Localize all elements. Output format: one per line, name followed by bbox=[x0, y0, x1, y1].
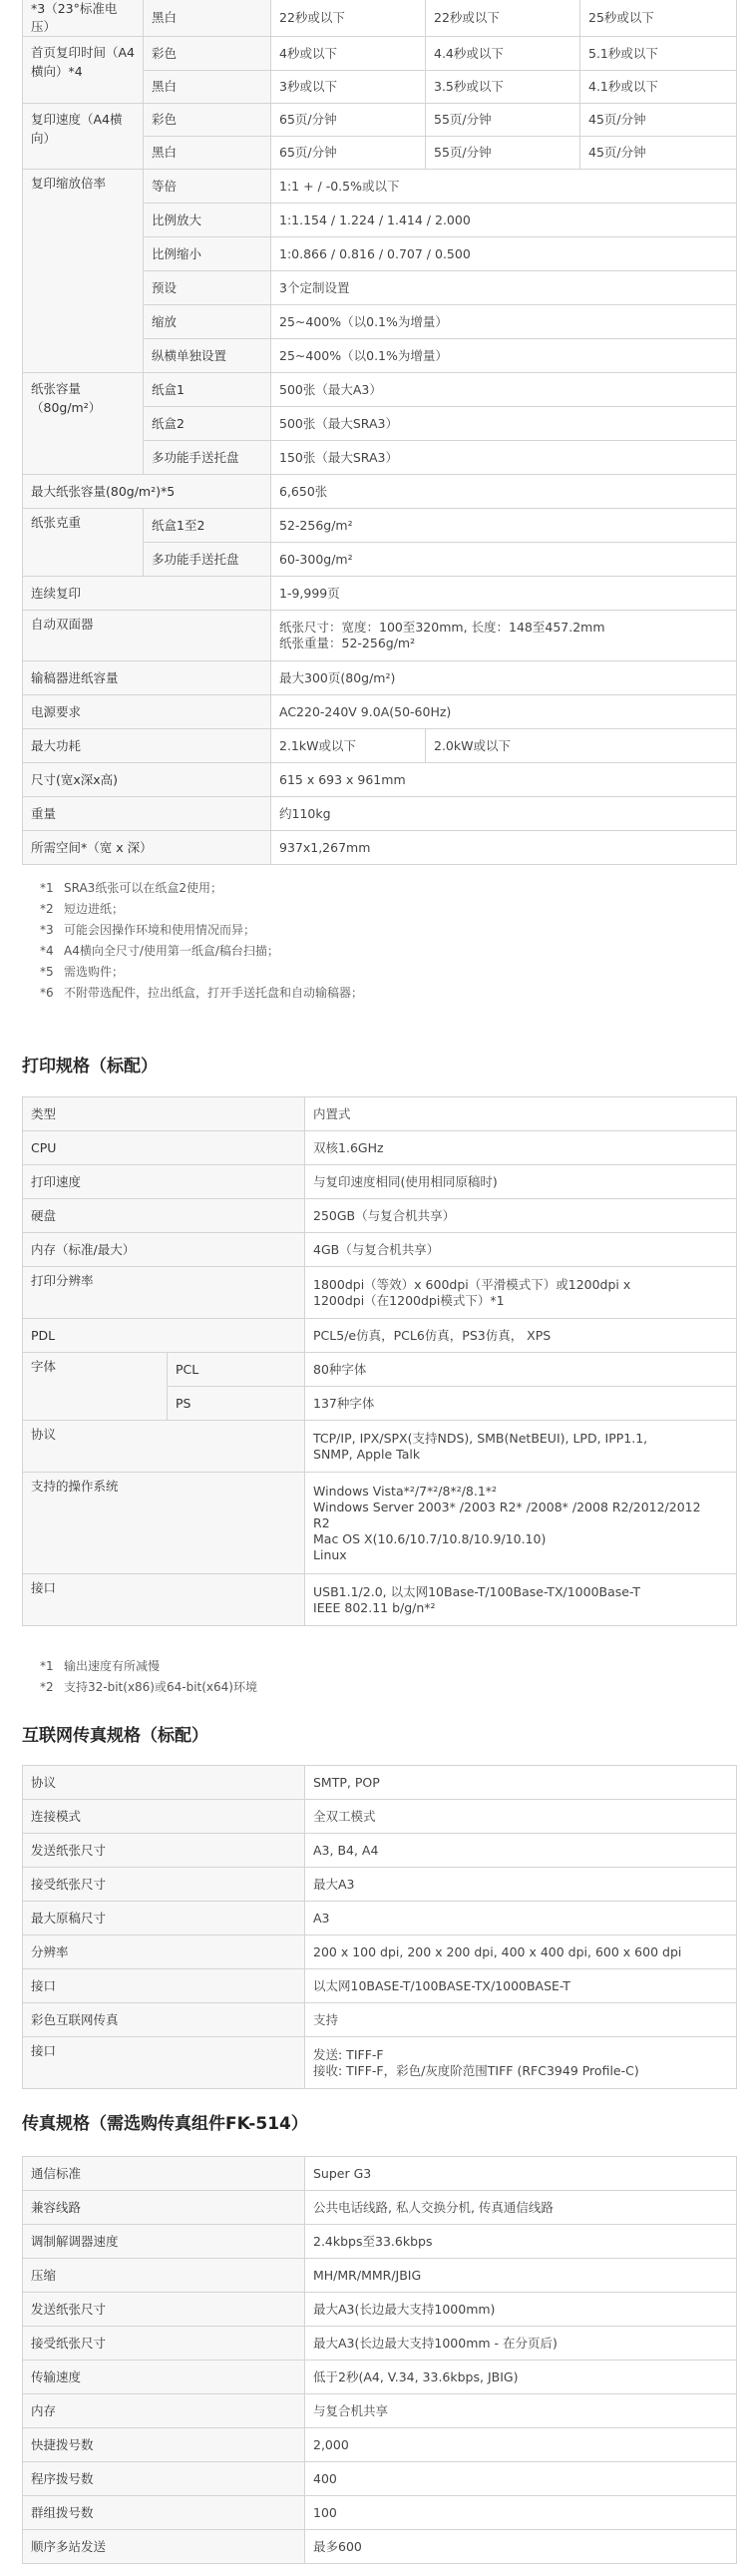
row-sublabel: 黑白 bbox=[144, 71, 271, 104]
row-label: CPU bbox=[23, 1131, 305, 1165]
cell: 80种字体 bbox=[305, 1353, 737, 1387]
table-row bbox=[23, 509, 737, 543]
cell: 137种字体 bbox=[305, 1387, 737, 1421]
row-label: 硬盘 bbox=[23, 1199, 305, 1233]
row-label: 分辨率 bbox=[23, 1935, 305, 1969]
row-label: 字体 bbox=[23, 1353, 168, 1421]
cell: 全双工模式 bbox=[305, 1800, 737, 1834]
cell: 3个定制设置 bbox=[271, 271, 737, 305]
table-row bbox=[23, 797, 737, 831]
cell: 65页/分钟 bbox=[271, 104, 426, 137]
cell: 3.5秒或以下 bbox=[426, 71, 580, 104]
row-sublabel: 黑白 bbox=[144, 0, 271, 37]
table-row bbox=[23, 2037, 737, 2089]
ifax-spec-table bbox=[22, 1765, 737, 2089]
table-row bbox=[23, 2225, 737, 2259]
section-title-ifax: 互联网传真规格（标配） bbox=[22, 1726, 208, 1746]
table-row bbox=[23, 37, 737, 71]
cell: 55页/分钟 bbox=[426, 104, 580, 137]
table-row bbox=[23, 2361, 737, 2394]
footnote: *1 SRA3纸张可以在纸盒2使用； bbox=[40, 881, 222, 895]
table-row bbox=[23, 1935, 737, 1969]
table-row bbox=[23, 1233, 737, 1267]
table-row bbox=[23, 831, 737, 865]
table-row bbox=[23, 1800, 737, 1834]
row-label: 协议 bbox=[23, 1766, 305, 1800]
table-row bbox=[23, 2394, 737, 2428]
row-label: 顺序多站发送 bbox=[23, 2530, 305, 2564]
row-sublabel: 预设 bbox=[144, 271, 271, 305]
ifax-interface-line-1: 发送: TIFF-F bbox=[313, 2046, 384, 2062]
row-label: 最大原稿尺寸 bbox=[23, 1902, 305, 1935]
cell: 1-9,999页 bbox=[271, 577, 737, 611]
row-label: 内存 bbox=[23, 2394, 305, 2428]
footnote: *1 输出速度有所减慢 bbox=[40, 1659, 161, 1673]
table-row bbox=[23, 373, 737, 407]
print-footnotes bbox=[40, 1656, 257, 1698]
table-row bbox=[23, 2003, 737, 2037]
cell: 公共电话线路, 私人交换分机, 传真通信线路 bbox=[305, 2191, 737, 2225]
protocol-line-2: SNMP, Apple Talk bbox=[313, 1446, 421, 1462]
table-row bbox=[23, 1199, 737, 1233]
cell bbox=[305, 1267, 737, 1319]
footnote: *5 需选购件； bbox=[40, 965, 125, 979]
row-sublabel: 黑白 bbox=[144, 137, 271, 170]
table-row bbox=[23, 661, 737, 695]
first-copy-label: 首页复印时间（A4横向）*4 bbox=[31, 45, 136, 79]
os-line: Linux bbox=[313, 1546, 347, 1562]
cell: 400 bbox=[305, 2462, 737, 2496]
table-row bbox=[23, 1319, 737, 1353]
row-label: 打印分辨率 bbox=[23, 1267, 305, 1319]
cell: 双核1.6GHz bbox=[305, 1131, 737, 1165]
cell: 以太网10BASE-T/100BASE-TX/1000BASE-T bbox=[305, 1969, 737, 2003]
table-row bbox=[23, 729, 737, 763]
section-title-print: 打印规格（标配） bbox=[22, 1057, 158, 1076]
table-row bbox=[23, 1473, 737, 1574]
cell: 150张（最大SRA3） bbox=[271, 441, 737, 475]
cell: 最大A3 bbox=[305, 1868, 737, 1902]
cell: 最大300页(80g/m²) bbox=[271, 661, 737, 695]
os-line: R2 bbox=[313, 1514, 330, 1530]
cell: 最多600 bbox=[305, 2530, 737, 2564]
footnote: *6 不附带选配件，拉出纸盒，打开手送托盘和自动输稿器； bbox=[40, 986, 364, 1000]
cell: 最大A3(长边最大支持1000mm) bbox=[305, 2293, 737, 2327]
interface-line-1: USB1.1/2.0, 以太网10Base-T/100Base-TX/1000Base-T bbox=[313, 1583, 640, 1599]
table-row bbox=[23, 104, 737, 137]
cell: 45页/分钟 bbox=[580, 137, 737, 170]
table-row bbox=[23, 2191, 737, 2225]
cell: 500张（最大A3） bbox=[271, 373, 737, 407]
cell: 3秒或以下 bbox=[271, 71, 426, 104]
row-label: 通信标准 bbox=[23, 2157, 305, 2191]
cell: 100 bbox=[305, 2496, 737, 2530]
row-label: 纸张容量（80g/m²） bbox=[23, 373, 144, 475]
cell: 22秒或以下 bbox=[426, 0, 580, 37]
row-label: 兼容线路 bbox=[23, 2191, 305, 2225]
cell: 与复合机共享 bbox=[305, 2394, 737, 2428]
row-label: *3（23°标准电压） bbox=[23, 0, 144, 37]
cell: 55页/分钟 bbox=[426, 137, 580, 170]
cell: 25~400%（以0.1%为增量） bbox=[271, 339, 737, 373]
fax-spec-table bbox=[22, 2156, 737, 2564]
row-label: 电源要求 bbox=[23, 695, 271, 729]
table-row bbox=[23, 1574, 737, 1626]
cell: 1:0.866 / 0.816 / 0.707 / 0.500 bbox=[271, 237, 737, 271]
row-sublabel: 多功能手送托盘 bbox=[144, 441, 271, 475]
footnote: *2 支持32-bit(x86)或64-bit(x64)环境 bbox=[40, 1680, 257, 1694]
table-row bbox=[23, 577, 737, 611]
row-sublabel: 比例放大 bbox=[144, 204, 271, 237]
row-label: 群组拨号数 bbox=[23, 2496, 305, 2530]
cell: 6,650张 bbox=[271, 475, 737, 509]
row-label: 类型 bbox=[23, 1097, 305, 1131]
table-row bbox=[23, 1766, 737, 1800]
table-row bbox=[23, 611, 737, 661]
row-sublabel: 多功能手送托盘 bbox=[144, 543, 271, 577]
cell: 2.4kbps至33.6kbps bbox=[305, 2225, 737, 2259]
row-label: 复印速度（A4横向） bbox=[23, 104, 144, 170]
cell: 52-256g/m² bbox=[271, 509, 737, 543]
cell: A3 bbox=[305, 1902, 737, 1935]
row-label: 发送纸张尺寸 bbox=[23, 1834, 305, 1868]
cell: 45页/分钟 bbox=[580, 104, 737, 137]
row-label: 接受纸张尺寸 bbox=[23, 1868, 305, 1902]
row-label: 压缩 bbox=[23, 2259, 305, 2293]
cell: AC220-240V 9.0A(50-60Hz) bbox=[271, 695, 737, 729]
cell: 1:1.154 / 1.224 / 1.414 / 2.000 bbox=[271, 204, 737, 237]
cell: 22秒或以下 bbox=[271, 0, 426, 37]
table-row bbox=[23, 475, 737, 509]
cell: 25秒或以下 bbox=[580, 0, 737, 37]
row-label: 接口 bbox=[23, 2037, 305, 2089]
table-row bbox=[23, 763, 737, 797]
row-label: 接口 bbox=[23, 1969, 305, 2003]
table-row bbox=[23, 1969, 737, 2003]
table-row bbox=[23, 2462, 737, 2496]
table-row bbox=[23, 1834, 737, 1868]
cell: MH/MR/MMR/JBIG bbox=[305, 2259, 737, 2293]
row-label: 内存（标准/最大） bbox=[23, 1233, 305, 1267]
row-sublabel: 纸盒2 bbox=[144, 407, 271, 441]
table-row bbox=[23, 1165, 737, 1199]
table-row bbox=[23, 170, 737, 204]
row-label: 发送纸张尺寸 bbox=[23, 2293, 305, 2327]
cell: 最大A3(长边最大支持1000mm - 在分页后) bbox=[305, 2327, 737, 2361]
table-row bbox=[23, 1097, 737, 1131]
duplex-line-2: 纸张重量：52-256g/m² bbox=[279, 636, 416, 650]
row-label: 纸张克重 bbox=[23, 509, 144, 577]
cell: 4GB（与复合机共享） bbox=[305, 1233, 737, 1267]
protocol-line-1: TCP/IP, IPX/SPX(支持NDS), SMB(NetBEUI), LPD, IPP1.1, bbox=[313, 1430, 648, 1446]
cell: 250GB（与复合机共享） bbox=[305, 1199, 737, 1233]
table-row bbox=[23, 2530, 737, 2564]
row-sublabel: 彩色 bbox=[144, 104, 271, 137]
print-spec-table bbox=[22, 1096, 737, 1626]
resolution-line-1: 1800dpi（等效）x 600dpi（平滑模式下）或1200dpi x bbox=[313, 1276, 631, 1292]
footnote: *2 短边进纸； bbox=[40, 902, 125, 916]
table-row bbox=[23, 0, 737, 37]
os-line: Windows Server 2003* /2003 R2* /2008* /2008 R2/2012/2012 bbox=[313, 1499, 701, 1514]
table-row bbox=[23, 1267, 737, 1319]
cell: 65页/分钟 bbox=[271, 137, 426, 170]
duplex-line-1: 纸张尺寸：宽度：100至320mm, 长度：148至457.2mm bbox=[279, 620, 605, 635]
table-row bbox=[23, 1353, 737, 1387]
cell: 4.4秒或以下 bbox=[426, 37, 580, 71]
resolution-line-2: 1200dpi（在1200dpi模式下）*1 bbox=[313, 1292, 505, 1308]
row-label: 自动双面器 bbox=[23, 611, 271, 661]
row-sublabel: PS bbox=[168, 1387, 305, 1421]
row-label: 支持的操作系统 bbox=[23, 1473, 305, 1574]
cell bbox=[305, 2037, 737, 2089]
row-label: 接受纸张尺寸 bbox=[23, 2327, 305, 2361]
table-row bbox=[23, 2496, 737, 2530]
row-label: 打印速度 bbox=[23, 1165, 305, 1199]
copy-spec-table bbox=[22, 0, 737, 865]
row-label: 输稿器进纸容量 bbox=[23, 661, 271, 695]
table-row bbox=[23, 1421, 737, 1473]
cell: 2,000 bbox=[305, 2428, 737, 2462]
row-sublabel: 纸盒1 bbox=[144, 373, 271, 407]
row-label: 连续复印 bbox=[23, 577, 271, 611]
cell: 25~400%（以0.1%为增量） bbox=[271, 305, 737, 339]
section-title-fax: 传真规格（需选购传真组件FK-514） bbox=[22, 2114, 308, 2134]
cell bbox=[305, 1473, 737, 1574]
table-row bbox=[23, 1868, 737, 1902]
table-row bbox=[23, 2327, 737, 2361]
table-row bbox=[23, 2428, 737, 2462]
table-row bbox=[23, 1131, 737, 1165]
cell: 200 x 100 dpi, 200 x 200 dpi, 400 x 400 dpi, 600 x 600 dpi bbox=[305, 1935, 737, 1969]
footnote: *3 可能会因操作环境和使用情况而异； bbox=[40, 923, 256, 937]
cell: 约110kg bbox=[271, 797, 737, 831]
row-label: 最大功耗 bbox=[23, 729, 271, 763]
table-row bbox=[23, 2157, 737, 2191]
row-label: 所需空间*（宽 x 深） bbox=[23, 831, 271, 865]
copy-footnotes bbox=[40, 878, 363, 1004]
cell: 5.1秒或以下 bbox=[580, 37, 737, 71]
row-label: 接口 bbox=[23, 1574, 305, 1626]
row-label: PDL bbox=[23, 1319, 305, 1353]
row-label: 调制解调器速度 bbox=[23, 2225, 305, 2259]
row-label: 连接模式 bbox=[23, 1800, 305, 1834]
row-sublabel: 纸盒1至2 bbox=[144, 509, 271, 543]
row-sublabel: PCL bbox=[168, 1353, 305, 1387]
row-sublabel: 纵横单独设置 bbox=[144, 339, 271, 373]
row-label: 快捷拨号数 bbox=[23, 2428, 305, 2462]
footnote: *4 A4横向全尺寸/使用第一纸盒/稿台扫描； bbox=[40, 944, 279, 958]
cell: 615 x 693 x 961mm bbox=[271, 763, 737, 797]
cell: 2.1kW或以下 bbox=[271, 729, 426, 763]
interface-line-2: IEEE 802.11 b/g/n*² bbox=[313, 1599, 436, 1615]
cell: PCL5/e仿真，PCL6仿真，PS3仿真， XPS bbox=[305, 1319, 737, 1353]
table-row bbox=[23, 2293, 737, 2327]
os-line: Mac OS X(10.6/10.7/10.8/10.9/10.10) bbox=[313, 1530, 547, 1546]
cell: Super G3 bbox=[305, 2157, 737, 2191]
row-label: 复印缩放倍率 bbox=[23, 170, 144, 373]
cell bbox=[271, 611, 737, 661]
cell: 内置式 bbox=[305, 1097, 737, 1131]
cell: SMTP, POP bbox=[305, 1766, 737, 1800]
table-row bbox=[23, 1902, 737, 1935]
row-label: 最大纸张容量(80g/m²)*5 bbox=[23, 475, 271, 509]
row-label: 重量 bbox=[23, 797, 271, 831]
cell: 低于2秒(A4, V.34, 33.6kbps, JBIG) bbox=[305, 2361, 737, 2394]
row-label: 协议 bbox=[23, 1421, 305, 1473]
cell: 与复印速度相同(使用相同原稿时) bbox=[305, 1165, 737, 1199]
cell: 4秒或以下 bbox=[271, 37, 426, 71]
cell: 4.1秒或以下 bbox=[580, 71, 737, 104]
cell: 支持 bbox=[305, 2003, 737, 2037]
cell: 1:1 + / -0.5%或以下 bbox=[271, 170, 737, 204]
row-sublabel: 等倍 bbox=[144, 170, 271, 204]
row-label bbox=[23, 37, 144, 104]
cell: 937x1,267mm bbox=[271, 831, 737, 865]
cell: 500张（最大SRA3） bbox=[271, 407, 737, 441]
cell: 60-300g/m² bbox=[271, 543, 737, 577]
row-label: 彩色互联网传真 bbox=[23, 2003, 305, 2037]
os-line: Windows Vista*²/7*²/8*²/8.1*² bbox=[313, 1483, 498, 1499]
row-sublabel: 比例缩小 bbox=[144, 237, 271, 271]
cell: 2.0kW或以下 bbox=[426, 729, 737, 763]
table-row bbox=[23, 2259, 737, 2293]
row-sublabel: 彩色 bbox=[144, 37, 271, 71]
row-sublabel: 缩放 bbox=[144, 305, 271, 339]
row-label: 程序拨号数 bbox=[23, 2462, 305, 2496]
cell bbox=[305, 1574, 737, 1626]
cell bbox=[305, 1421, 737, 1473]
cell: A3, B4, A4 bbox=[305, 1834, 737, 1868]
table-row bbox=[23, 695, 737, 729]
row-label: 传输速度 bbox=[23, 2361, 305, 2394]
ifax-interface-line-2: 接收: TIFF-F，彩色/灰度阶范围TIFF (RFC3949 Profile-C) bbox=[313, 2062, 639, 2078]
row-label: 尺寸(宽x深x高) bbox=[23, 763, 271, 797]
